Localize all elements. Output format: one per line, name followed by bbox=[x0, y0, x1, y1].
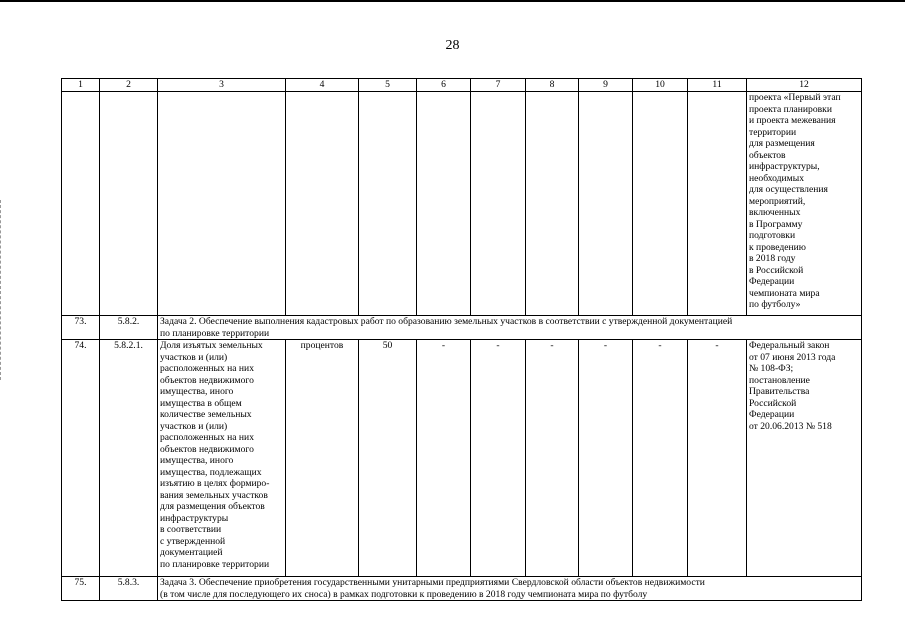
indicator-row-74 bbox=[62, 340, 862, 577]
indicator-name: Доля изъятых земельных участков и (или) расположенных на них объектов недвижимого имущества, иного имущества в общем количестве земельных участков и (или) расположенных на них объектов недвижимого имущества, иного имущества, подлежащих изъятию в целях формиро- вания земельных участков для размещения объектов инфраструктуры в соответствии с утвержденной документацией по планировке территории bbox=[158, 340, 286, 577]
regulation-source: Федеральный закон от 07 июня 2013 года № 108-ФЗ; постановление Правительства Российской Федерации от 20.06.2013 № 518 bbox=[747, 340, 862, 577]
column-number: 5 bbox=[359, 79, 417, 92]
page-top-edge bbox=[0, 0, 905, 2]
value-col-7: - bbox=[471, 340, 526, 577]
table-cell bbox=[526, 92, 579, 316]
value-col-8: - bbox=[526, 340, 579, 577]
task-row-73 bbox=[62, 316, 862, 340]
unit-of-measure: процентов bbox=[286, 340, 359, 577]
row-code: 5.8.3. bbox=[100, 577, 158, 601]
indicators-table bbox=[61, 78, 862, 601]
table-cell bbox=[633, 92, 688, 316]
row-number: 74. bbox=[62, 340, 100, 577]
column-number: 3 bbox=[158, 79, 286, 92]
table-cell bbox=[359, 92, 417, 316]
column-number: 9 bbox=[579, 79, 633, 92]
table-cell bbox=[100, 92, 158, 316]
column-number: 1 bbox=[62, 79, 100, 92]
column-number: 12 bbox=[747, 79, 862, 92]
row-code: 5.8.2.1. bbox=[100, 340, 158, 577]
task-text: Задача 3. Обеспечение приобретения государственными унитарными предприятиями Свердловской области объектов недвижимости (в том числе для последующего их сноса) в рамках подготовки к проведению в 2018 году чемпионата мира по футболу bbox=[158, 577, 862, 601]
column-number-row bbox=[62, 79, 862, 92]
column-number: 2 bbox=[100, 79, 158, 92]
column-number: 8 bbox=[526, 79, 579, 92]
table-cell bbox=[471, 92, 526, 316]
value-col-9: - bbox=[579, 340, 633, 577]
table-cell bbox=[417, 92, 471, 316]
row-code: 5.8.2. bbox=[100, 316, 158, 340]
table-cell bbox=[286, 92, 359, 316]
continued-row bbox=[62, 92, 862, 316]
value-col-10: - bbox=[633, 340, 688, 577]
column-number: 6 bbox=[417, 79, 471, 92]
table-cell bbox=[688, 92, 747, 316]
regulation-source-cell: проекта «Первый этап проекта планировки и проекта межевания территории для размещения объектов инфраструктуры, необходимых для осуществления мероприятий, включенных в Программу подготовки к проведению в 2018 году в Российской Федерации чемпионата мира по футболу» bbox=[747, 92, 862, 316]
column-number: 10 bbox=[633, 79, 688, 92]
table-cell bbox=[579, 92, 633, 316]
task-row-75 bbox=[62, 577, 862, 601]
column-number: 11 bbox=[688, 79, 747, 92]
column-number: 7 bbox=[471, 79, 526, 92]
task-text: Задача 2. Обеспечение выполнения кадастровых работ по образованию земельных участков в соответствии с утвержденной документацией по планировке территории bbox=[158, 316, 862, 340]
value-col-11: - bbox=[688, 340, 747, 577]
row-number: 75. bbox=[62, 577, 100, 601]
row-number: 73. bbox=[62, 316, 100, 340]
value-col-5: 50 bbox=[359, 340, 417, 577]
scan-margin-marks bbox=[0, 200, 3, 380]
table-cell bbox=[62, 92, 100, 316]
column-number: 4 bbox=[286, 79, 359, 92]
page-number: 28 bbox=[445, 38, 460, 53]
table-cell bbox=[158, 92, 286, 316]
value-col-6: - bbox=[417, 340, 471, 577]
